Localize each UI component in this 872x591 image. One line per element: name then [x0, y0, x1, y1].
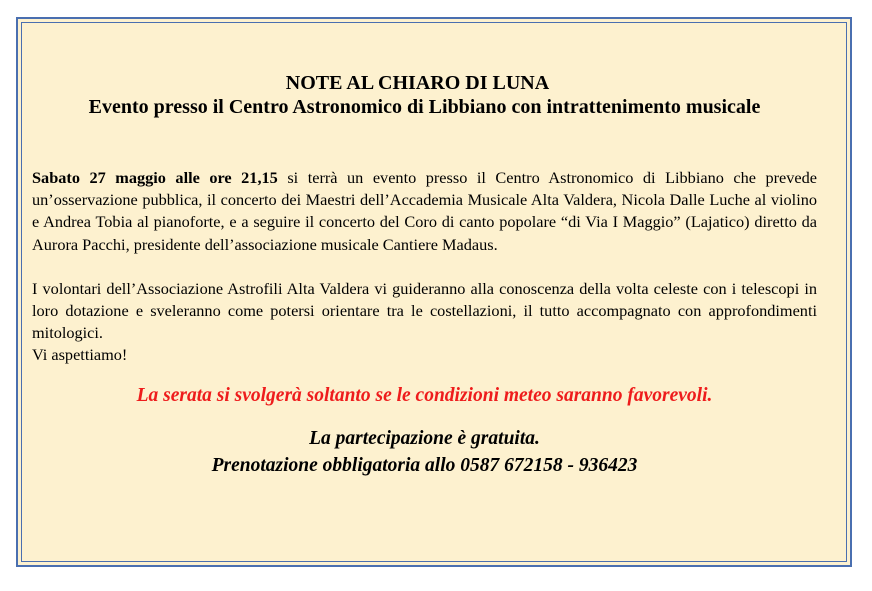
announcement-content [32, 71, 817, 479]
booking-note: Prenotazione obbligatoria allo 0587 672158 - 936423 [211, 454, 638, 476]
closing-block [32, 425, 817, 479]
event-description [32, 167, 817, 256]
event-subtitle: Evento presso il Centro Astronomico di Libbiano con intrattenimento musicale [88, 96, 761, 118]
announcement-frame [16, 17, 852, 567]
event-date-time: Sabato 27 maggio alle ore 21,15 [32, 168, 278, 187]
volunteers-paragraph: I volontari dell’Associazione Astrofili Alta Valdera vi guideranno alla conoscenza della volta celeste con i telescopi in loro dotazione e sveleranno come potersi orientare tra le costellazioni, il tutto accompagnato con approfondimenti mitologici. [32, 278, 817, 343]
free-entry-note: La partecipazione è gratuita. [309, 427, 540, 449]
event-description-text: si terrà un evento presso il Centro Astronomico di Libbiano che prevede un’osservazione pubblica, il concerto dei Maestri dell’Accademia Musicale Alta Valdera, Nicola Dalle Luche al violino e Andrea Tobia al pianoforte, e a seguire il concerto del Coro di canto popolare “di Via I Maggio” (Lajatico) diretto da Aurora Pacchi, presidente dell’associazione musicale Cantiere Madaus. [32, 168, 817, 254]
weather-notice: La serata si svolgerà soltanto se le condizioni meteo saranno favorevoli. [136, 384, 713, 406]
greeting: Vi aspettiamo! [32, 345, 128, 365]
event-title: NOTE AL CHIARO DI LUNA [285, 72, 550, 94]
